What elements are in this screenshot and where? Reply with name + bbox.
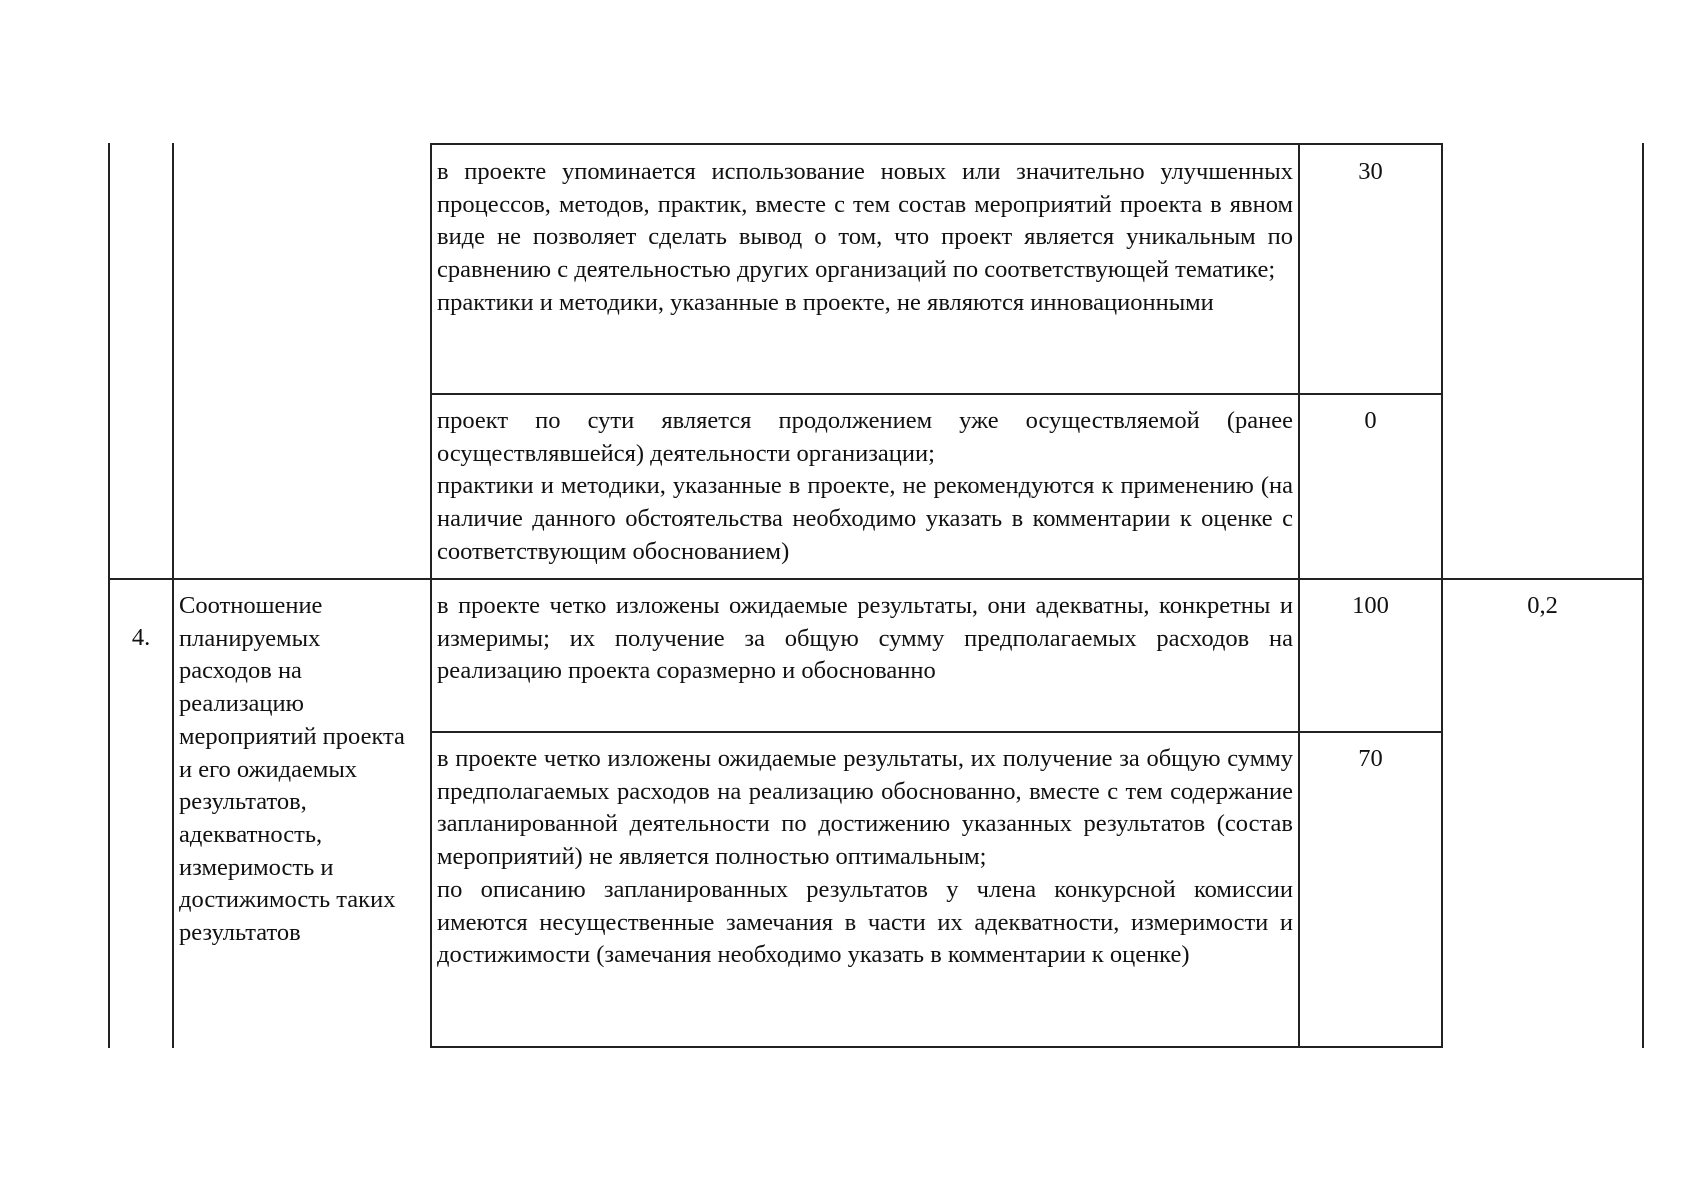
description-paragraph: практики и методики, указанные в проекте, не являются инновационными <box>437 288 1214 316</box>
criterion-score: 0 <box>1364 407 1377 434</box>
row-number: 4. <box>131 624 151 651</box>
row-divider <box>108 578 1643 580</box>
criterion-description <box>437 156 1293 320</box>
criterion-score: 30 <box>1358 158 1383 185</box>
description-paragraph: в проекте четко изложены ожидаемые результаты, они адекватны, конкретны и измеримы; их получение за общую сумму предполагаемых расходов на реализацию проекта соразмерно и обоснованно <box>437 592 1293 685</box>
criterion-weight: 0,2 <box>1527 592 1558 619</box>
subrow-divider <box>430 393 1442 395</box>
description-paragraph: проект по сути является продолжением уже осуществляемой (ранее осуществлявшейся) деятельности организации; <box>437 407 1293 467</box>
description-paragraph: в проекте упоминается использование новых или значительно улучшенных процессов, методов, практик, вместе с тем состав мероприятий проекта в явном виде не позволяет сделать вывод о том, что проект является уникальным по сравнению с деятельностью других организаций по соответствующей тематике; <box>437 158 1293 284</box>
subrow-border-bottom <box>430 1046 1442 1048</box>
criterion-description <box>437 405 1293 569</box>
criterion-name: Соотношение планируемых расходов на реализацию мероприятий проекта и его ожидаемых результатов, адекватность, измеримость и достижимость таких результатов <box>179 592 405 947</box>
criterion-description <box>437 590 1293 688</box>
column-divider-number <box>172 143 174 1048</box>
criterion-score: 100 <box>1352 592 1389 619</box>
criterion-description <box>437 743 1293 972</box>
subrow-border-top <box>430 143 1442 145</box>
table-border-right <box>1642 143 1644 1048</box>
criterion-score: 70 <box>1358 745 1383 772</box>
column-divider-name <box>430 143 432 1048</box>
description-paragraph: в проекте четко изложены ожидаемые результаты, их получение за общую сумму предполагаемых расходов на реализацию обоснованно, вместе с тем содержание запланированной деятельности по достижению указанных результатов (состав мероприятий) не является полностью оптимальным; <box>437 745 1293 871</box>
subrow-divider <box>430 731 1442 733</box>
table-border-left <box>108 143 110 1048</box>
description-paragraph: практики и методики, указанные в проекте, не рекомендуются к применению (на наличие данного обстоятельства необходимо указать в комментарии к оценке с соответствующим обоснованием) <box>437 472 1293 565</box>
description-paragraph: по описанию запланированных результатов у члена конкурсной комиссии имеются несущественные замечания в части их адекватности, измеримости и достижимости (замечания необходимо указать в комментарии к оценке) <box>437 875 1293 969</box>
